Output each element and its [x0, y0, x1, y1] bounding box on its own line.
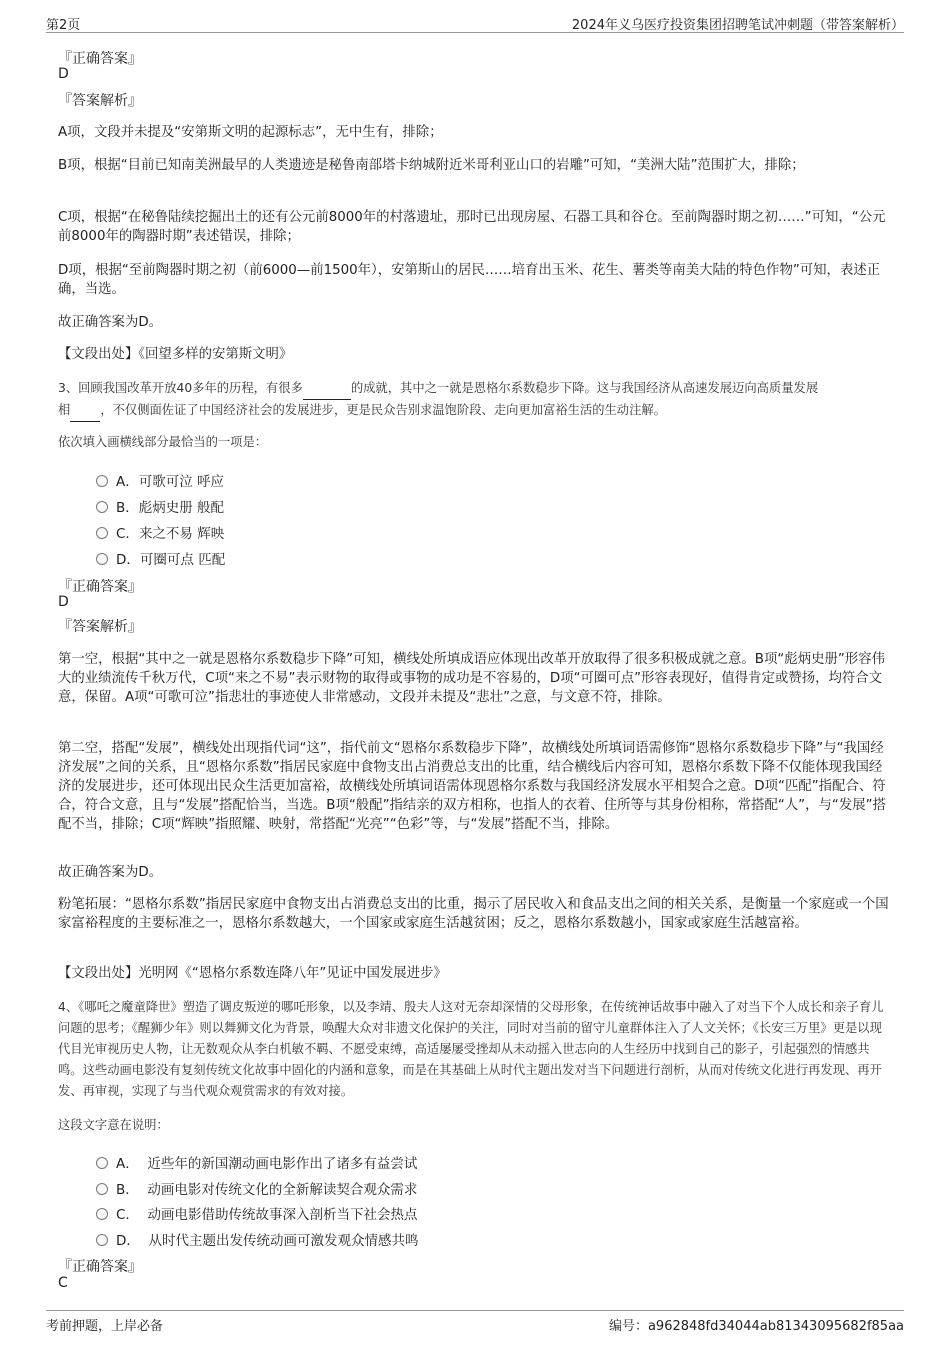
q3-blank-2: [70, 400, 100, 422]
q4-option-c[interactable]: C． 动画电影借助传统故事深入剖析当下社会热点: [96, 1203, 418, 1223]
radio-icon[interactable]: [96, 1157, 108, 1169]
radio-icon[interactable]: [96, 475, 108, 487]
radio-icon[interactable]: [96, 1234, 108, 1246]
document-code: 编号：a962848fd34044ab81343095682f85aa: [608, 1319, 904, 1334]
page-header: [46, 12, 904, 33]
q4-answer-label: 『正确答案』: [58, 1259, 142, 1275]
radio-icon[interactable]: [96, 1183, 108, 1195]
q2-conclusion: 故正确答案为D。: [58, 315, 163, 330]
q2-analysis-label: 『答案解析』: [58, 93, 142, 109]
radio-icon[interactable]: [96, 1208, 108, 1220]
q3-option-d[interactable]: D．可圈可点 匹配: [96, 548, 225, 568]
q2-answer: D: [58, 66, 69, 82]
q4-prompt: 这段文字意在说明：: [58, 1118, 169, 1132]
q3-option-a[interactable]: A．可歌可泣 呼应: [96, 470, 224, 490]
page-number: 第2页: [46, 18, 81, 33]
q3-option-b[interactable]: B．彪炳史册 般配: [96, 496, 224, 516]
q2-source: 【文段出处】《回望多样的安第斯文明》: [58, 347, 293, 362]
q3-analysis-first-blank: 第一空，根据“其中之一就是恩格尔系数稳步下降”可知，横线处所填成语应体现出改革开放取得了很多积极成就之意。B项“彪炳史册”形容伟大的业绩流传千秋万代，C项“来之不易”表示财物的取得或事物的成功是不容易的，D项“可圈可点”形容表现好，值得肯定或赞扬，均符合文意，保留。A项“可歌可泣”指悲壮的事迹使人非常感动，文段并未提及“悲壮”之意，与文意不符，排除。: [58, 652, 885, 705]
radio-icon[interactable]: [96, 527, 108, 539]
q3-analysis-label: 『答案解析』: [58, 619, 142, 635]
page-footer: [46, 1310, 904, 1333]
q2-analysis-d: D项，根据“至前陶器时期之初（前6000—前1500年），安第斯山的居民……培育出玉米、花生、薯类等南美大陆的特色作物”可知，表述正确，当选。: [58, 263, 881, 297]
q3-question-text: 3、回顾我国改革开放40多年的历程，有很多 的成就，其中之一就是恩格尔系数稳步下降。这与我国经济从高速发展迈向高质量发展 相 ，不仅侧面佐证了中国经济社会的发展进步，更是民众告别求温饱阶段、走向更加富裕生活的生动注解。: [58, 378, 890, 422]
q3-analysis-second-blank: 第二空，搭配“发展”，横线处出现指代词“这”，指代前文“恩格尔系数稳步下降”，故横线处所填词语需修饰“恩格尔系数稳步下降”与“我国经济发展”之间的关系，且“恩格尔系数”指居民家庭中食物支出占消费总支出的比重，结合横线后内容可知，恩格尔系数下降不仅能体现我国经济的发展进步，还可体现出民众生活更加富裕，故横线处所填词语需体现恩格尔系数与我国经济发展水平相契合之意。D项“匹配”指配合、符合，符合文意，且与“发展”搭配恰当，当选。B项“般配”指结亲的双方相称，也指人的衣着、住所等与其身份相称，常搭配“人”，与“发展”搭配不当，排除；C项“辉映”指照耀、映射，常搭配“光亮”“色彩”等，与“发展”搭配不当，排除。: [58, 741, 886, 832]
radio-icon[interactable]: [96, 553, 108, 565]
q3-prompt: 依次填入画横线部分最恰当的一项是：: [58, 435, 268, 449]
q3-source: 【文段出处】光明网《“恩格尔系数连降八年”见证中国发展进步》: [58, 966, 447, 981]
q4-option-d[interactable]: D． 从时代主题出发传统动画可激发观众情感共鸣: [96, 1229, 419, 1249]
q3-blank-1: [303, 378, 351, 400]
radio-icon[interactable]: [96, 501, 108, 513]
q3-extension: 粉笔拓展：“恩格尔系数”指居民家庭中食物支出占消费总支出的比重，揭示了居民收入和食品支出之间的相关关系，是衡量一个家庭或一个国家富裕程度的主要标准之一，恩格尔系数越大，一个国家或家庭生活越贫困；反之，恩格尔系数越小，国家或家庭生活越富裕。: [58, 897, 889, 931]
q2-analysis-c: C项，根据“在秘鲁陆续挖掘出土的还有公元前8000年的村落遗址，那时已出现房屋、石器工具和谷仓。至前陶器时期之初……”可知，“公元前8000年的陶器时期”表述错误，排除；: [58, 210, 886, 244]
q4-question-text: 4、《哪吒之魔童降世》塑造了调皮叛逆的哪吒形象，以及李靖、殷夫人这对无奈却深情的父母形象，在传统神话故事中融入了对当下个人成长和亲子育儿问题的思考；《醒狮少年》则以舞狮文化为背景，唤醒大众对非遗文化保护的关注，同时对当前的留守儿童群体注入了人文关怀；《长安三万里》更是以现代目光审视历史人物，让无数观众从李白机敏不羁、不愿受束缚，高适屡屡受挫却从未动摇入世志向的人生经历中找到自己的影子，引起强烈的情感共鸣。这些动画电影没有复刻传统文化故事中固化的内涵和意象，而是在其基础上从时代主题出发对当下问题进行剖析，从而对传统文化进行再发现、再开发、再审视，实现了与当代观众观赏需求的有效对接。: [58, 1000, 884, 1098]
q4-option-a[interactable]: A． 近些年的新国潮动画电影作出了诸多有益尝试: [96, 1152, 417, 1172]
q2-answer-label: 『正确答案』: [58, 51, 142, 67]
q3-conclusion: 故正确答案为D。: [58, 865, 163, 880]
footer-slogan: 考前押题，上岸必备: [46, 1319, 164, 1334]
document-title: 2024年义乌医疗投资集团招聘笔试冲刺题（带答案解析）: [571, 18, 904, 33]
q2-analysis-a: A项，文段并未提及“安第斯文明的起源标志”，无中生有，排除；: [58, 125, 443, 140]
q3-answer-label: 『正确答案』: [58, 579, 142, 595]
q3-option-c[interactable]: C．来之不易 辉映: [96, 522, 224, 542]
q3-answer: D: [58, 594, 69, 610]
q4-option-b[interactable]: B． 动画电影对传统文化的全新解读契合观众需求: [96, 1178, 417, 1198]
q2-analysis-b: B项，根据“目前已知南美洲最早的人类遗迹是秘鲁南部塔卡纳城附近米哥利亚山口的岩雕”可知，“美洲大陆”范围扩大，排除；: [58, 158, 805, 173]
q4-answer: C: [58, 1275, 68, 1291]
